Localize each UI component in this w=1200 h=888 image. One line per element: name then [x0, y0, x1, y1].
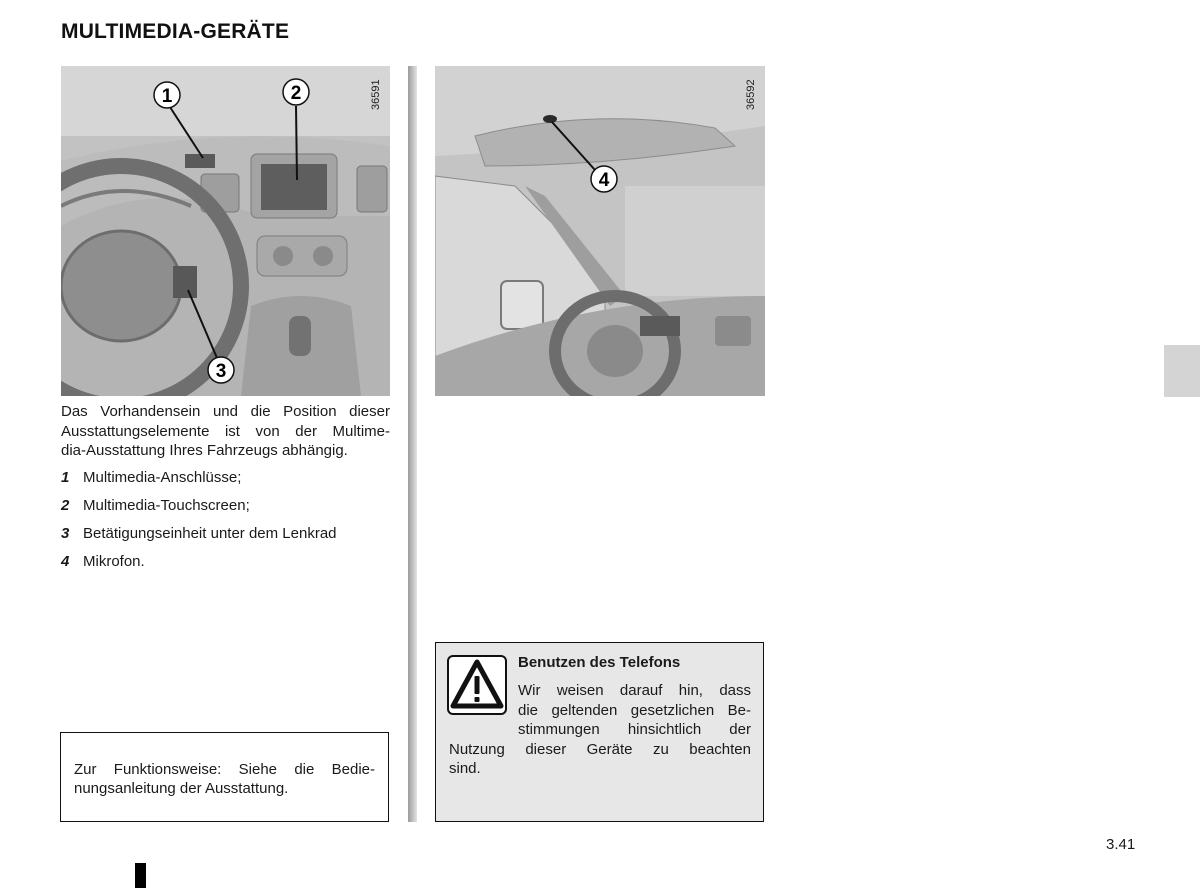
legend-number: 2: [61, 497, 70, 514]
callout-2: [283, 79, 309, 105]
legend-label: Betätigungseinheit unter dem Lenkrad: [83, 525, 337, 542]
svg-text:4: 4: [598, 170, 610, 191]
svg-text:3: 3: [215, 361, 227, 382]
function-note-box: [60, 732, 389, 822]
dashboard-illustration: [61, 66, 390, 396]
callout-legend: [61, 468, 391, 580]
callout-4: [591, 166, 617, 192]
legend-item: [61, 552, 391, 571]
column-divider: [408, 66, 417, 822]
warning-text: Wir weisen darauf hin, dass die geltenden gesetzlichen Be- stimmungen hinsichtlich der Nutzung dieser Geräte zu beachten sind.: [449, 682, 751, 777]
figure-reference-number: 36591: [370, 79, 382, 110]
note-text: Zur Funktionsweise: Siehe die Bedie- nungsanleitung der Ausstattung.: [74, 761, 375, 797]
legend-number: 1: [61, 469, 70, 486]
svg-text:2: 2: [290, 83, 302, 104]
legend-label: Multimedia-Anschlüsse;: [83, 469, 242, 486]
page-title: MULTIMEDIA-GERÄTE: [61, 20, 290, 43]
legend-item: [61, 524, 391, 543]
legend-item: [61, 496, 391, 515]
legend-label: Mikrofon.: [83, 553, 145, 570]
legend-label: Multimedia-Touchscreen;: [83, 497, 250, 514]
warning-title: Benutzen des Telefons: [518, 654, 681, 671]
svg-text:1: 1: [161, 86, 173, 107]
callout-3: [208, 357, 234, 383]
legend-item: [61, 468, 391, 487]
cabin-illustration: [435, 66, 765, 396]
chapter-tab: [1164, 345, 1200, 397]
legend-number: 4: [61, 553, 70, 570]
page-number: 3.41: [1106, 836, 1136, 853]
warning-box: [435, 642, 764, 822]
intro-paragraph: Das Vorhandensein und die Position dieser Ausstattungselemente ist von der Multime- dia-Ausstattung Ihres Fahrzeugs abhängig.: [61, 403, 390, 459]
callout-1: [154, 82, 180, 108]
crop-mark: [135, 863, 146, 888]
figure-reference-number: 36592: [745, 79, 757, 110]
legend-number: 3: [61, 525, 70, 542]
